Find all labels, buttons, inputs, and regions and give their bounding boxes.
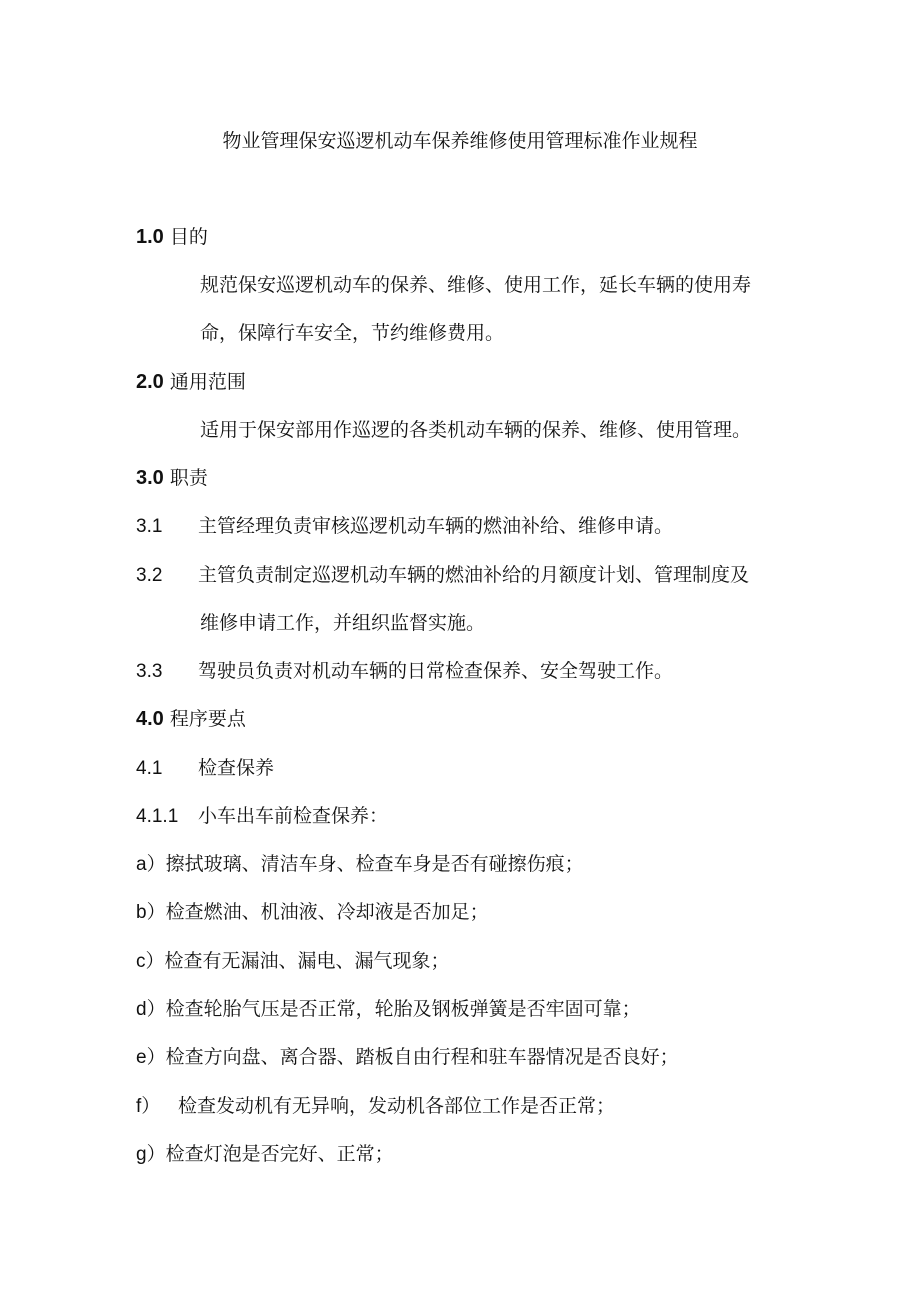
- section-number: 4.0: [136, 708, 164, 730]
- paragraph-line: 规范保安巡逻机动车的保养、维修、使用工作，延长车辆的使用寿: [200, 274, 752, 296]
- checklist-label: g）: [136, 1144, 166, 1165]
- item-text: 主管经理负责审核巡逻机动车辆的燃油补给、维修申请。: [198, 515, 674, 537]
- paragraph-line: 命，保障行车安全，节约维修费用。: [200, 322, 505, 344]
- paragraph-line: 适用于保安部用作巡逻的各类机动车辆的保养、维修、使用管理。: [200, 419, 752, 441]
- checklist-text: 检查轮胎气压是否正常，轮胎及钢板弹簧是否牢固可靠；: [165, 998, 641, 1020]
- checklist-label: a）: [136, 854, 166, 875]
- checklist-text: 检查灯泡是否完好、正常；: [165, 1143, 394, 1165]
- subsection-title: 小车出车前检查保养：: [198, 805, 389, 827]
- list-item: [136, 563, 749, 588]
- checklist-item: [136, 949, 450, 974]
- checklist-label: f）: [136, 1096, 161, 1117]
- checklist-label: e）: [136, 1047, 166, 1068]
- checklist-item: [136, 1142, 394, 1167]
- checklist-item: [136, 1045, 679, 1070]
- subsection-number: 4.1: [136, 758, 163, 779]
- list-item: [136, 514, 673, 539]
- item-number: 3.3: [136, 661, 163, 682]
- checklist-text: 检查方向盘、离合器、踏板自由行程和驻车器情况是否良好；: [165, 1046, 679, 1068]
- list-item: [136, 659, 673, 684]
- section-number: 1.0: [136, 226, 164, 248]
- item-text-continuation: 维修申请工作，并组织监督实施。: [200, 612, 486, 634]
- item-text: 主管负责制定巡逻机动车辆的燃油补给的月额度计划、管理制度及: [198, 564, 750, 586]
- item-text: 驾驶员负责对机动车辆的日常检查保养、安全驾驶工作。: [198, 660, 674, 682]
- subsection-heading: [136, 804, 388, 829]
- checklist-item: [136, 852, 584, 877]
- checklist-text: 检查有无漏油、漏电、漏气现象；: [164, 950, 450, 972]
- checklist-item: [136, 1094, 615, 1119]
- document-title: 物业管理保安巡逻机动车保养维修使用管理标准作业规程: [222, 130, 698, 152]
- section-number: 3.0: [136, 467, 164, 489]
- section-number: 2.0: [136, 371, 164, 393]
- item-number: 3.2: [136, 565, 163, 586]
- checklist-text: 检查发动机有无异响，发动机各部位工作是否正常；: [178, 1095, 616, 1117]
- section-title: 程序要点: [169, 708, 246, 730]
- item-number: 3.1: [136, 516, 163, 537]
- section-heading-procedure: [136, 707, 246, 731]
- checklist-text: 擦拭玻璃、清洁车身、检查车身是否有碰擦伤痕；: [165, 853, 584, 875]
- section-heading-purpose: [136, 225, 208, 249]
- subsection-title: 检查保养: [198, 757, 275, 779]
- section-title: 目的: [169, 226, 208, 248]
- subsection-number: 4.1.1: [136, 806, 179, 827]
- section-title: 通用范围: [169, 371, 246, 393]
- section-heading-responsibilities: [136, 466, 208, 490]
- section-heading-scope: [136, 370, 246, 394]
- checklist-text: 检查燃油、机油液、冷却液是否加足；: [165, 901, 489, 923]
- checklist-item: [136, 997, 641, 1022]
- checklist-item: [136, 900, 489, 925]
- checklist-label: b）: [136, 902, 166, 923]
- checklist-label: d）: [136, 999, 166, 1020]
- section-title: 职责: [169, 467, 208, 489]
- subsection-heading: [136, 756, 274, 781]
- checklist-label: c）: [136, 951, 165, 972]
